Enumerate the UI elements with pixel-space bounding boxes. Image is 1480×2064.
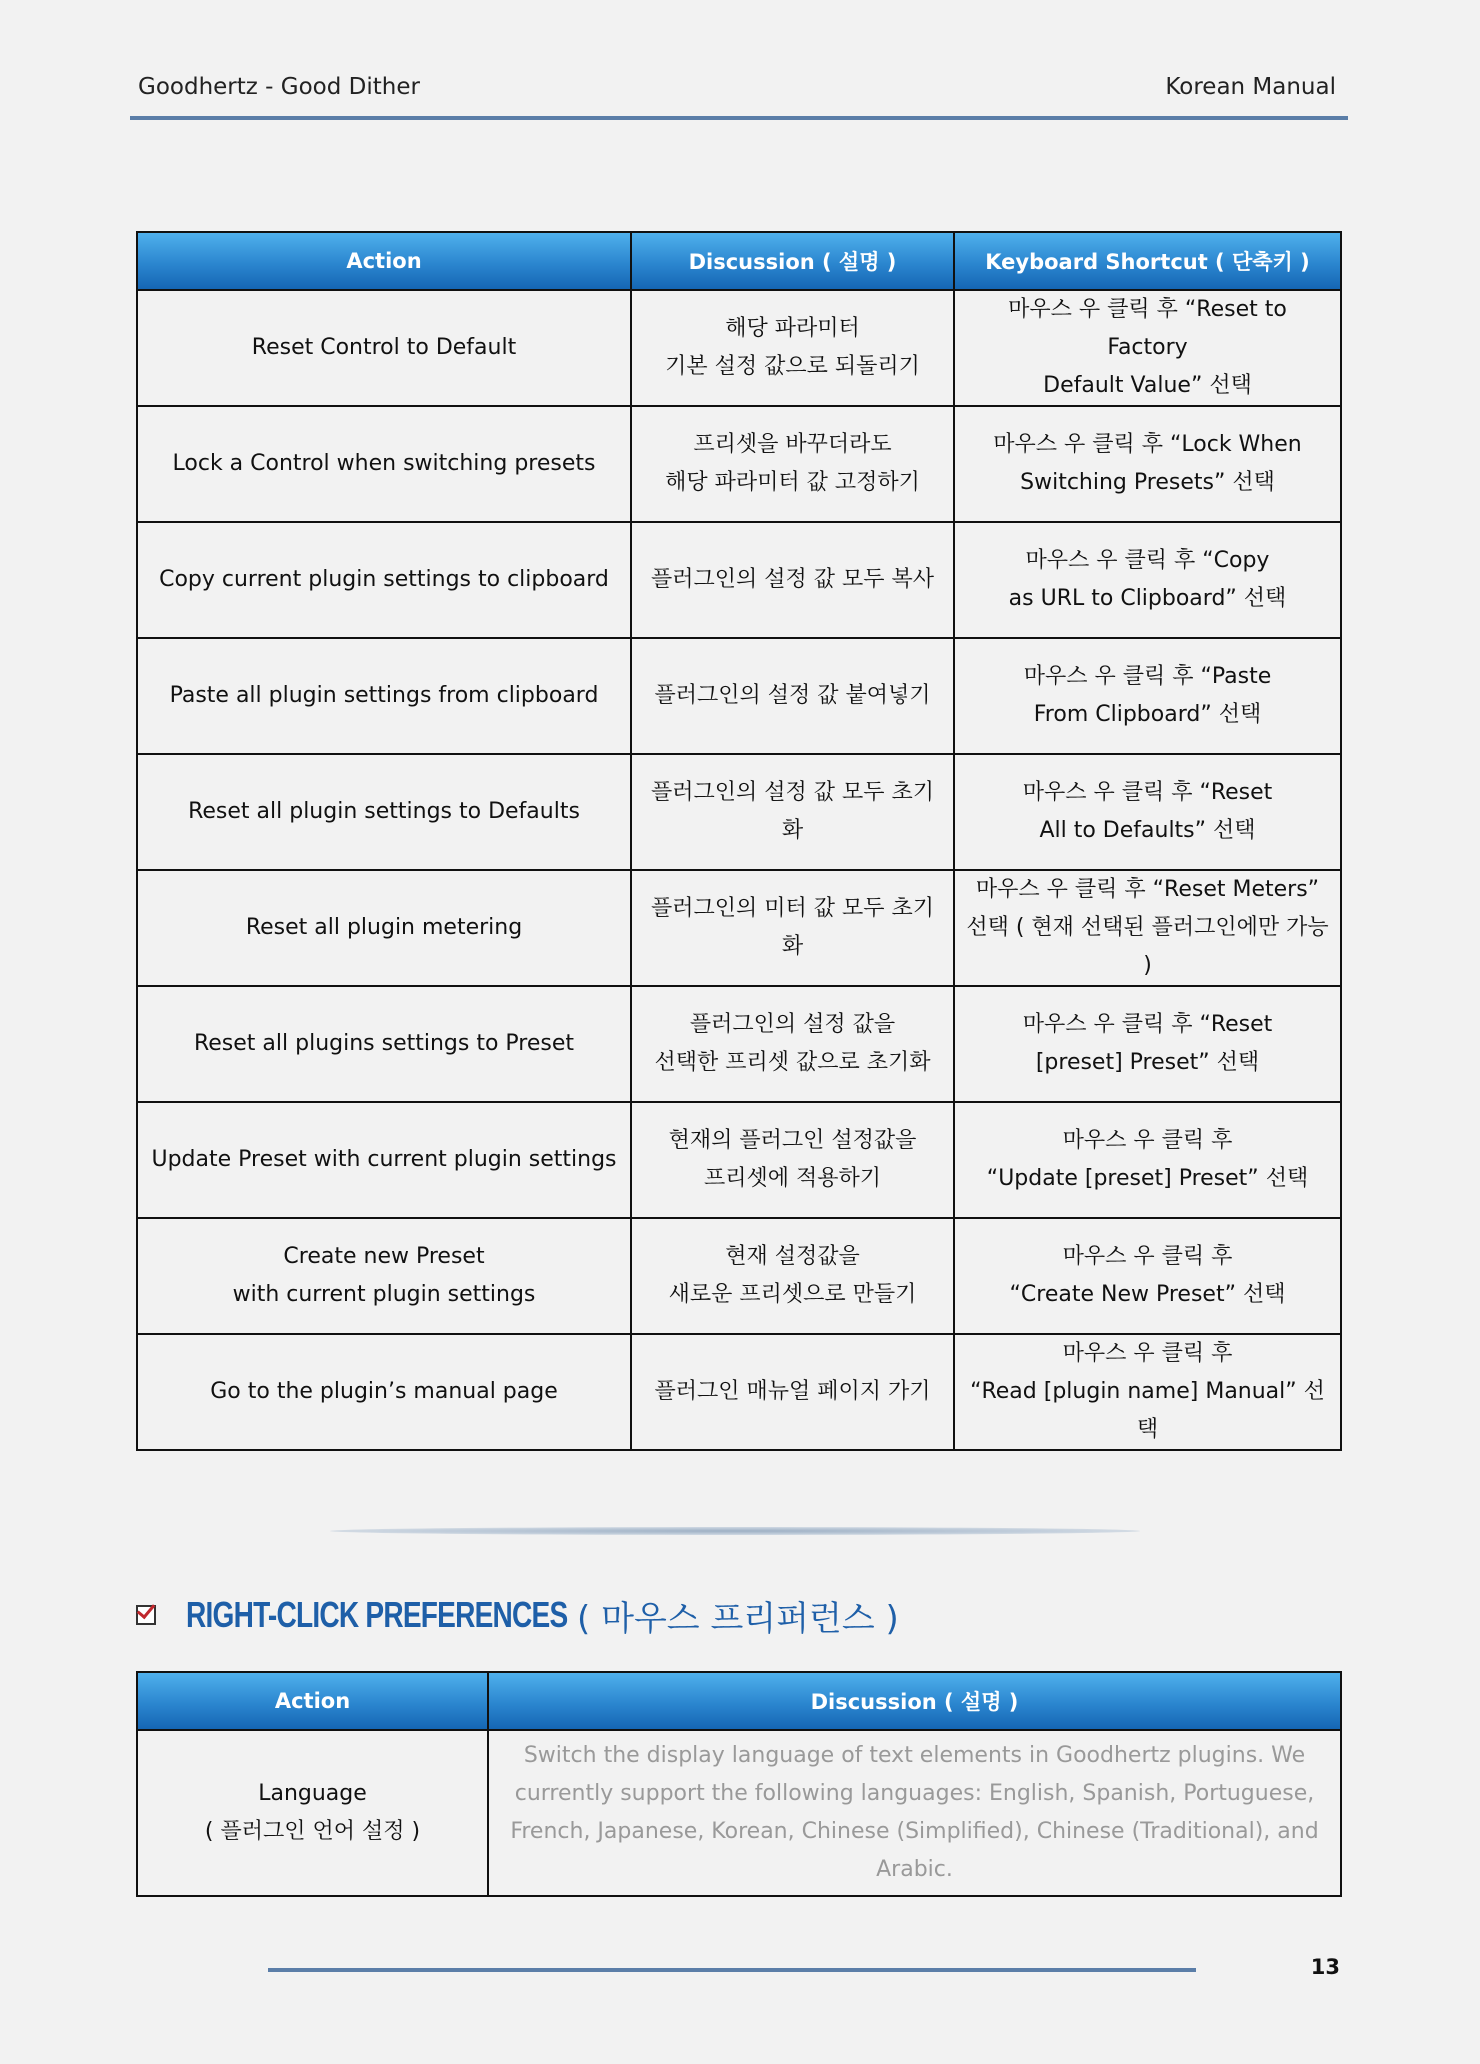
table-row bbox=[137, 638, 1341, 754]
shortcut-cell: 마우스 우 클릭 후 “Paste From Clipboard” 선택 bbox=[954, 638, 1341, 754]
section-subtitle: ( 마우스 프리퍼런스 ) bbox=[577, 1598, 899, 1639]
column-header-discussion: Discussion ( 설명 ) bbox=[488, 1672, 1341, 1730]
footer-divider bbox=[268, 1968, 1196, 1972]
action-cell: Go to the plugin’s manual page bbox=[137, 1334, 631, 1450]
discussion-cell: 플러그인의 설정 값을 선택한 프리셋 값으로 초기화 bbox=[631, 986, 954, 1102]
column-header-discussion: Discussion ( 설명 ) bbox=[631, 232, 954, 290]
shortcut-cell: 마우스 우 클릭 후 “Reset to Factory Default Value” 선택 bbox=[954, 290, 1341, 406]
page-number: 13 bbox=[1310, 1955, 1340, 1979]
action-cell: Reset all plugin metering bbox=[137, 870, 631, 986]
shortcut-cell: 마우스 우 클릭 후 “Reset All to Defaults” 선택 bbox=[954, 754, 1341, 870]
discussion-cell: Switch the display language of text elements in Goodhertz plugins. We currently support the following languages: English, Spanish, Portuguese, French, Japanese, Korean, Chinese (Simplified), Chinese (Traditional), and Arabic. bbox=[488, 1730, 1341, 1896]
column-header-shortcut: Keyboard Shortcut ( 단축키 ) bbox=[954, 232, 1341, 290]
shortcut-cell: 마우스 우 클릭 후 “Reset Meters” 선택 ( 현재 선택된 플러그인에만 가능 ) bbox=[954, 870, 1341, 986]
shortcut-cell: 마우스 우 클릭 후 “Reset [preset] Preset” 선택 bbox=[954, 986, 1341, 1102]
action-cell: Reset all plugins settings to Preset bbox=[137, 986, 631, 1102]
action-cell: Language ( 플러그인 언어 설정 ) bbox=[137, 1730, 488, 1896]
shortcuts-table bbox=[136, 231, 1342, 1451]
table-row bbox=[137, 522, 1341, 638]
section-title: RIGHT-CLICK PREFERENCES bbox=[186, 1594, 568, 1635]
table-row bbox=[137, 1102, 1341, 1218]
action-cell: Update Preset with current plugin settings bbox=[137, 1102, 631, 1218]
preferences-table bbox=[136, 1671, 1342, 1897]
document-title: Goodhertz - Good Dither bbox=[138, 74, 420, 100]
action-cell: Create new Preset with current plugin settings bbox=[137, 1218, 631, 1334]
checkbox-checked-icon bbox=[136, 1605, 156, 1625]
shortcut-cell: 마우스 우 클릭 후 “Copy as URL to Clipboard” 선택 bbox=[954, 522, 1341, 638]
column-header-action: Action bbox=[137, 1672, 488, 1730]
discussion-cell: 현재 설정값을 새로운 프리셋으로 만들기 bbox=[631, 1218, 954, 1334]
discussion-cell: 해당 파라미터 기본 설정 값으로 되돌리기 bbox=[631, 290, 954, 406]
table-row bbox=[137, 290, 1341, 406]
discussion-cell: 프리셋을 바꾸더라도 해당 파라미터 값 고정하기 bbox=[631, 406, 954, 522]
shortcut-cell: 마우스 우 클릭 후 “Update [preset] Preset” 선택 bbox=[954, 1102, 1341, 1218]
section-heading bbox=[136, 1590, 899, 1640]
manual-language: Korean Manual bbox=[1165, 74, 1336, 100]
action-cell: Reset all plugin settings to Defaults bbox=[137, 754, 631, 870]
table-row bbox=[137, 754, 1341, 870]
action-cell: Reset Control to Default bbox=[137, 290, 631, 406]
table-row bbox=[137, 870, 1341, 986]
table-row bbox=[137, 1334, 1341, 1450]
action-cell: Paste all plugin settings from clipboard bbox=[137, 638, 631, 754]
discussion-cell: 플러그인의 설정 값 모두 복사 bbox=[631, 522, 954, 638]
shortcut-cell: 마우스 우 클릭 후 “Create New Preset” 선택 bbox=[954, 1218, 1341, 1334]
table-header-row bbox=[137, 232, 1341, 290]
shortcut-cell: 마우스 우 클릭 후 “Lock When Switching Presets” 선택 bbox=[954, 406, 1341, 522]
discussion-cell: 현재의 플러그인 설정값을 프리셋에 적용하기 bbox=[631, 1102, 954, 1218]
table-row bbox=[137, 1218, 1341, 1334]
discussion-cell: 플러그인의 설정 값 붙여넣기 bbox=[631, 638, 954, 754]
discussion-cell: 플러그인의 설정 값 모두 초기화 bbox=[631, 754, 954, 870]
discussion-cell: 플러그인의 미터 값 모두 초기화 bbox=[631, 870, 954, 986]
section-divider bbox=[330, 1527, 1140, 1535]
action-cell: Lock a Control when switching presets bbox=[137, 406, 631, 522]
action-cell: Copy current plugin settings to clipboard bbox=[137, 522, 631, 638]
table-header-row bbox=[137, 1672, 1341, 1730]
table-row bbox=[137, 406, 1341, 522]
table-row bbox=[137, 1730, 1341, 1896]
page-header bbox=[130, 62, 1348, 120]
table-row bbox=[137, 986, 1341, 1102]
column-header-action: Action bbox=[137, 232, 631, 290]
shortcut-cell: 마우스 우 클릭 후 “Read [plugin name] Manual” 선택 bbox=[954, 1334, 1341, 1450]
discussion-cell: 플러그인 매뉴얼 페이지 가기 bbox=[631, 1334, 954, 1450]
